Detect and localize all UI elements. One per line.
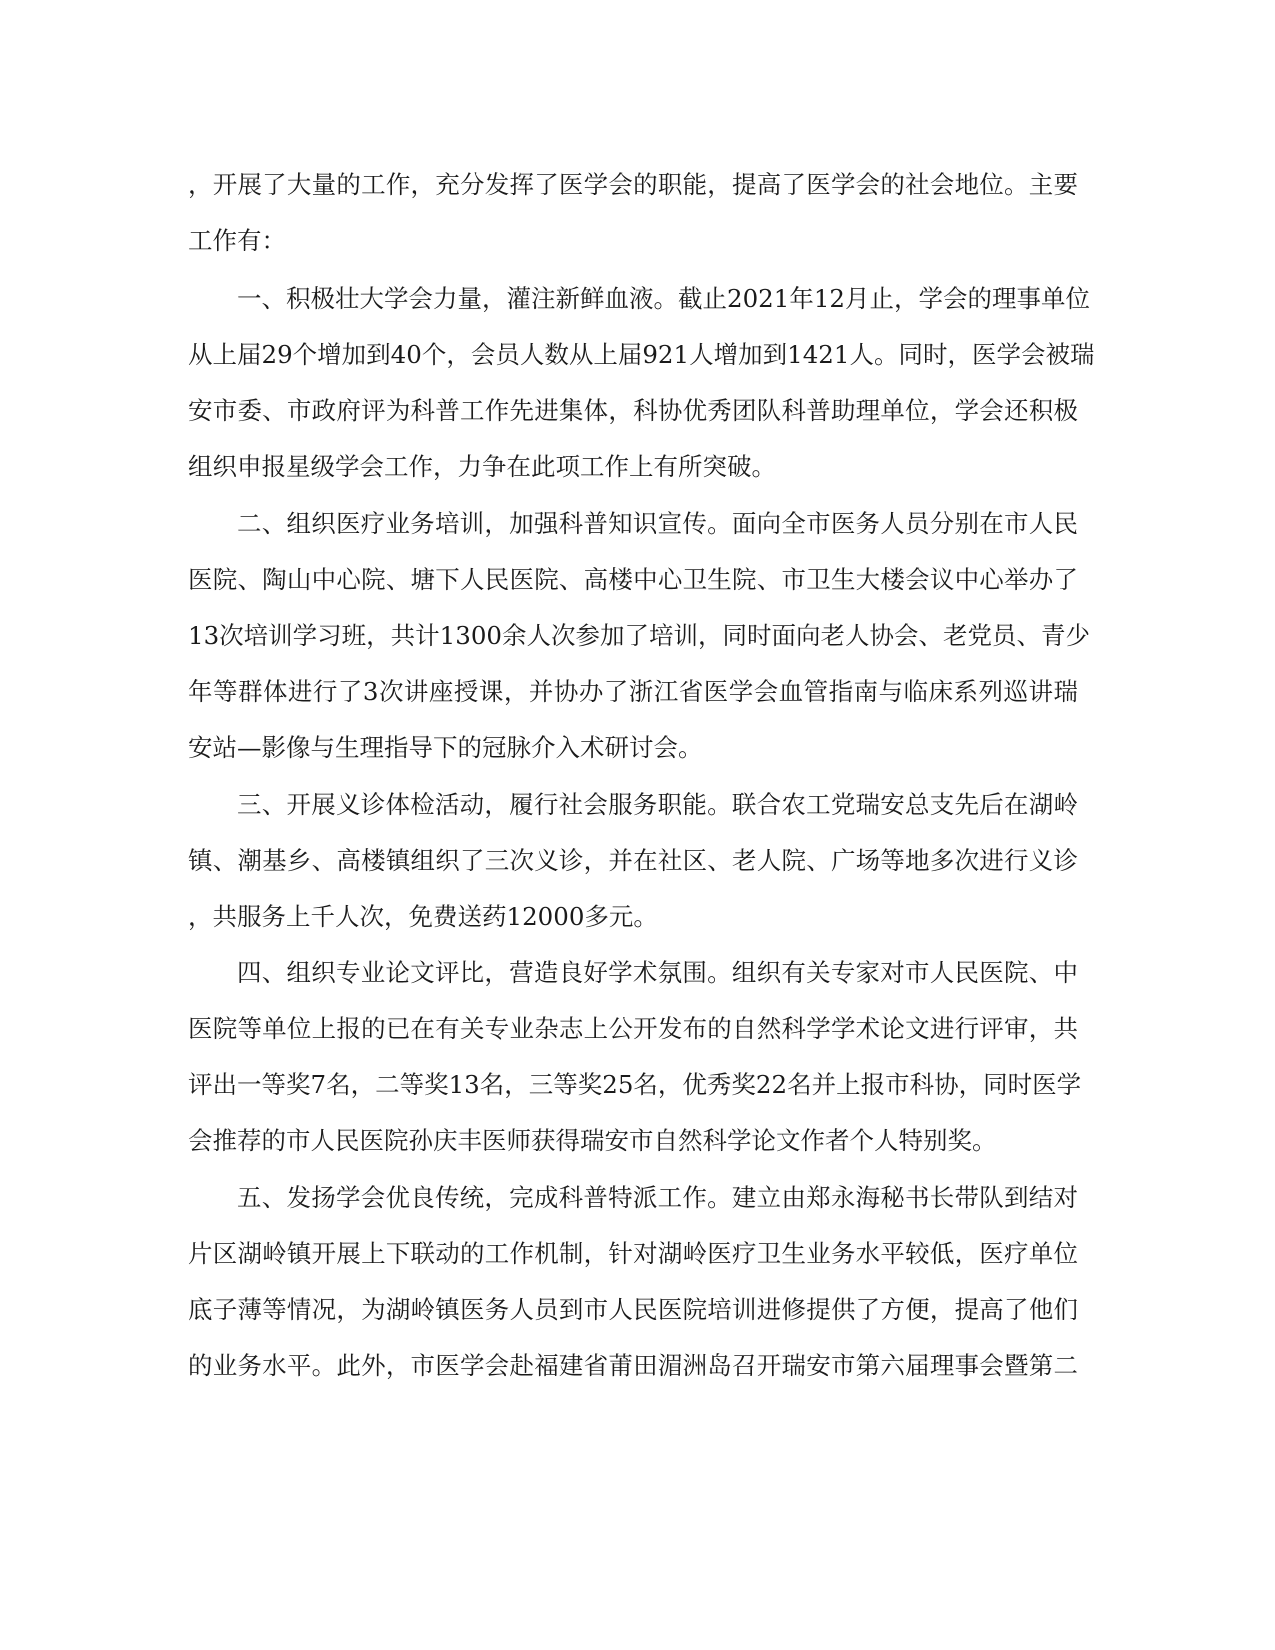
p5-line-4: 的业务水平。此外，市医学会赴福建省莆田湄洲岛召开瑞安市第六届理事会暨第二: [188, 1351, 1078, 1380]
p4-line-2: 医院等单位上报的已在有关专业杂志上公开发布的自然科学学术论文进行评审，共: [188, 1014, 1078, 1043]
p4-line-4: 会推荐的市人民医院孙庆丰医师获得瑞安市自然科学论文作者个人特别奖。: [188, 1126, 997, 1155]
p4-line-3: 评出一等奖7名，二等奖13名，三等奖25名，优秀奖22名并上报市科协，同时医学: [188, 1070, 1082, 1099]
p3-line-1: 三、开展义诊体检活动，履行社会服务职能。联合农工党瑞安总支先后在湖岭: [237, 790, 1078, 819]
p5-line-3: 底子薄等情况，为湖岭镇医务人员到市人民医院培训进修提供了方便，提高了他们: [188, 1295, 1078, 1324]
intro-line-1: ，开展了大量的工作，充分发挥了医学会的职能，提高了医学会的社会地位。主要: [188, 170, 1078, 199]
p3-line-2: 镇、潮基乡、高楼镇组织了三次义诊，并在社区、老人院、广场等地多次进行义诊: [188, 846, 1078, 875]
p1-line-3: 安市委、市政府评为科普工作先进集体，科协优秀团队科普助理单位，学会还积极: [188, 396, 1078, 425]
p2-line-5: 安站—影像与生理指导下的冠脉介入术研讨会。: [188, 733, 703, 762]
p5-line-1: 五、发扬学会优良传统，完成科普特派工作。建立由郑永海秘书长带队到结对: [237, 1183, 1078, 1212]
p4-line-1: 四、组织专业论文评比，营造良好学术氛围。组织有关专家对市人民医院、中: [237, 958, 1078, 987]
p1-line-4: 组织申报星级学会工作，力争在此项工作上有所突破。: [188, 452, 776, 481]
p2-line-2: 医院、陶山中心院、塘下人民医院、高楼中心卫生院、市卫生大楼会议中心举办了: [188, 565, 1078, 594]
p5-line-2: 片区湖岭镇开展上下联动的工作机制，针对湖岭医疗卫生业务水平较低，医疗单位: [188, 1239, 1078, 1268]
p1-line-2: 从上届29个增加到40个，会员人数从上届921人增加到1421人。同时，医学会被瑞: [188, 340, 1095, 369]
p1-line-1: 一、积极壮大学会力量，灌注新鲜血液。截止2021年12月止，学会的理事单位: [237, 284, 1091, 313]
p2-line-3: 13次培训学习班，共计1300余人次参加了培训，同时面向老人协会、老党员、青少: [188, 621, 1091, 650]
p2-line-4: 年等群体进行了3次讲座授课，并协办了浙江省医学会血管指南与临床系列巡讲瑞: [188, 677, 1078, 706]
p2-line-1: 二、组织医疗业务培训，加强科普知识宣传。面向全市医务人员分别在市人民: [237, 509, 1078, 538]
p3-line-3: ，共服务上千人次，免费送药12000多元。: [188, 902, 658, 931]
intro-line-2: 工作有：: [188, 226, 286, 255]
